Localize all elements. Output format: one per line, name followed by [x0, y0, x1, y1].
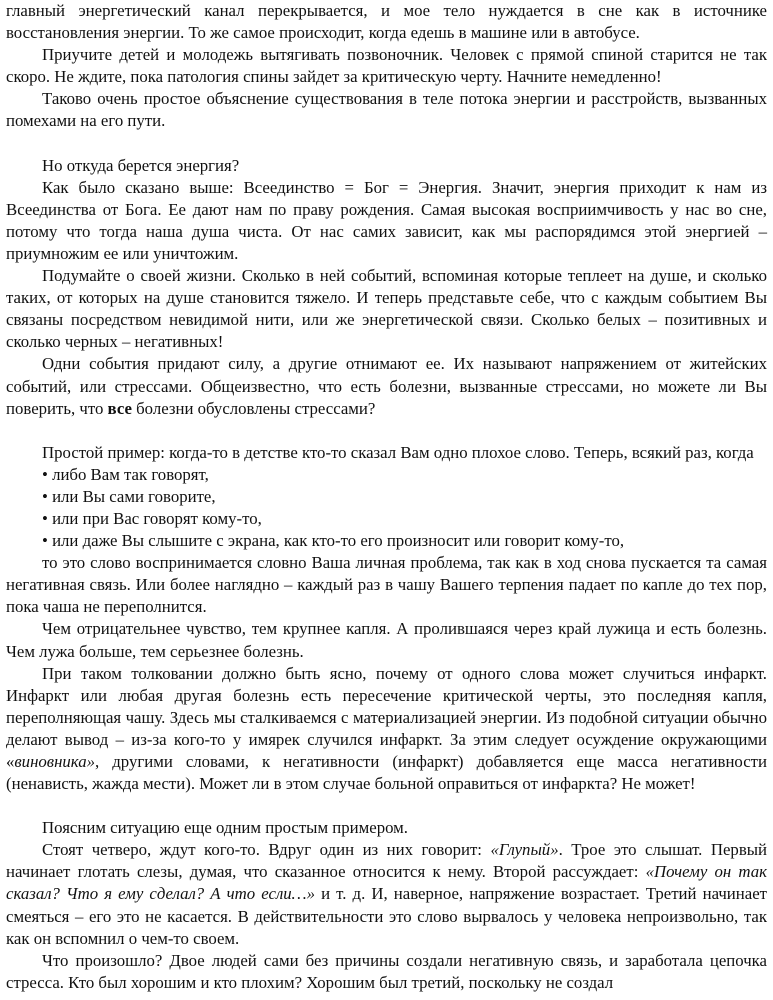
- paragraph-14-text-c: и т. д. И, наверное, напряжение возрастает. Третий начинает смеяться – его это не касается. В действительности это слово вырвалось у человека непроизвольно, так как он вспомнил о чем-то своем.: [6, 884, 767, 948]
- paragraph-question: Но откуда берется энергия?: [42, 155, 240, 175]
- paragraph-7-bold: все: [107, 398, 132, 418]
- paragraph-14: [6, 839, 767, 949]
- list-item: • либо Вам так говорят,: [42, 464, 209, 484]
- paragraph-14-italic-b: «Почему он так сказал? Что я ему сделал? А что если…»: [6, 862, 767, 904]
- paragraph-11: Чем отрицательнее чувство, тем крупнее капля. А пролившаяся через край лужица и есть болезнь. Чем лужа больше, тем серьезнее болезнь.: [6, 619, 767, 661]
- paragraph-12-italic: виновника»: [14, 752, 95, 771]
- paragraph-6: Подумайте о своей жизни. Сколько в ней событий, вспоминая которые теплеет на душе, и сколько таких, от которых на душе становится тяжело. И теперь представьте себе, что с каждым событием Вы связаны посредством невидимой нити, или же энергетической связи. Сколько белых – позитивных и сколько черных – негативных!: [6, 266, 767, 352]
- paragraph-15: Что произошло? Двое людей сами без причины создали негативную связь, и заработала цепочка стресса. Кто был хорошим и кто плохим? Хорошим был третий, поскольку не создал: [6, 950, 767, 992]
- paragraph-12-text-a: При таком толковании должно быть ясно, почему от одного слова может случиться инфаркт. Инфаркт или любая другая болезнь есть пересечение критической черты, это последняя капля, переполняющая чашу. Здесь мы сталкиваемся с материализацией энергии. Из подобной ситуации обычно делают вывод – из-за кого-то у имярек случился инфаркт. За этим следует осуждение окружающими «: [6, 663, 767, 771]
- paragraph-1: главный энергетический канал перекрывается, и мое тело нуждается в сне как в источнике восстановления энергии. То же самое происходит, когда едешь в машине или в автобусе.: [6, 1, 767, 43]
- list-item: • или даже Вы слышите с экрана, как кто-то его произносит или говорит кому-то,: [42, 531, 625, 551]
- paragraph-13: Поясним ситуацию еще одним простым примером.: [42, 818, 408, 838]
- list-item: • или при Вас говорят кому-то,: [42, 508, 262, 528]
- paragraph-3: Таково очень простое объяснение существования в теле потока энергии и расстройств, вызванных помехами на его пути.: [6, 89, 767, 131]
- bullet-list: [6, 464, 767, 552]
- list-item: • или Вы сами говорите,: [42, 486, 216, 506]
- paragraph-10: то это слово воспринимается словно Ваша личная проблема, так как в ход снова пускается та самая негативная связь. Или более наглядно – каждый раз в чашу Вашего терпения падает по капле до тех пор, пока чаша не переполнится.: [6, 553, 767, 617]
- paragraph-2: Приучите детей и молодежь вытягивать позвоночник. Человек с прямой спиной старится не так скоро. Не ждите, пока патология спины зайдет за критическую черту. Начните немедленно!: [6, 45, 767, 87]
- paragraph-8: Простой пример: когда-то в детстве кто-то сказал Вам одно плохое слово. Теперь, всякий раз, когда: [42, 442, 754, 462]
- paragraph-7-text-a: Одни события придают силу, а другие отнимают ее. Их называют напряжением от житейских событий, или стрессами. Общеизвестно, что есть болезни, вызванные стрессами, но можете ли Вы поверить, что: [6, 354, 767, 418]
- paragraph-5: Как было сказано выше: Всеединство = Бог = Энергия. Значит, энергия приходит к нам из Всеединства от Бога. Ее дают нам по праву рождения. Самая высокая восприимчивость у нас во сне, потому что тогда наша душа чиста. От нас самих зависит, как мы распорядимся этой энергией – приумножим ее или уничтожим.: [6, 177, 767, 263]
- paragraph-14-text-a: Стоят четверо, ждут кого-то. Вдруг один из них говорит:: [42, 840, 491, 860]
- paragraph-12: [6, 663, 767, 796]
- paragraph-14-text-b: . Трое это слышат. Первый начинает глотать слезы, думая, что сказанное относится к нему. Второй рассуждает:: [6, 840, 767, 882]
- paragraph-7-text-b: болезни обусловлены стрессами?: [131, 398, 376, 418]
- paragraph-12-text-b: , другими словами, к негативности (инфаркт) добавляется еще масса негативности (ненависть, жажда мести). Может ли в этом случае больной оправиться от инфаркта? Не может!: [6, 752, 767, 794]
- paragraph-7: [6, 353, 767, 419]
- paragraph-14-italic-a: «Глупый»: [490, 840, 559, 860]
